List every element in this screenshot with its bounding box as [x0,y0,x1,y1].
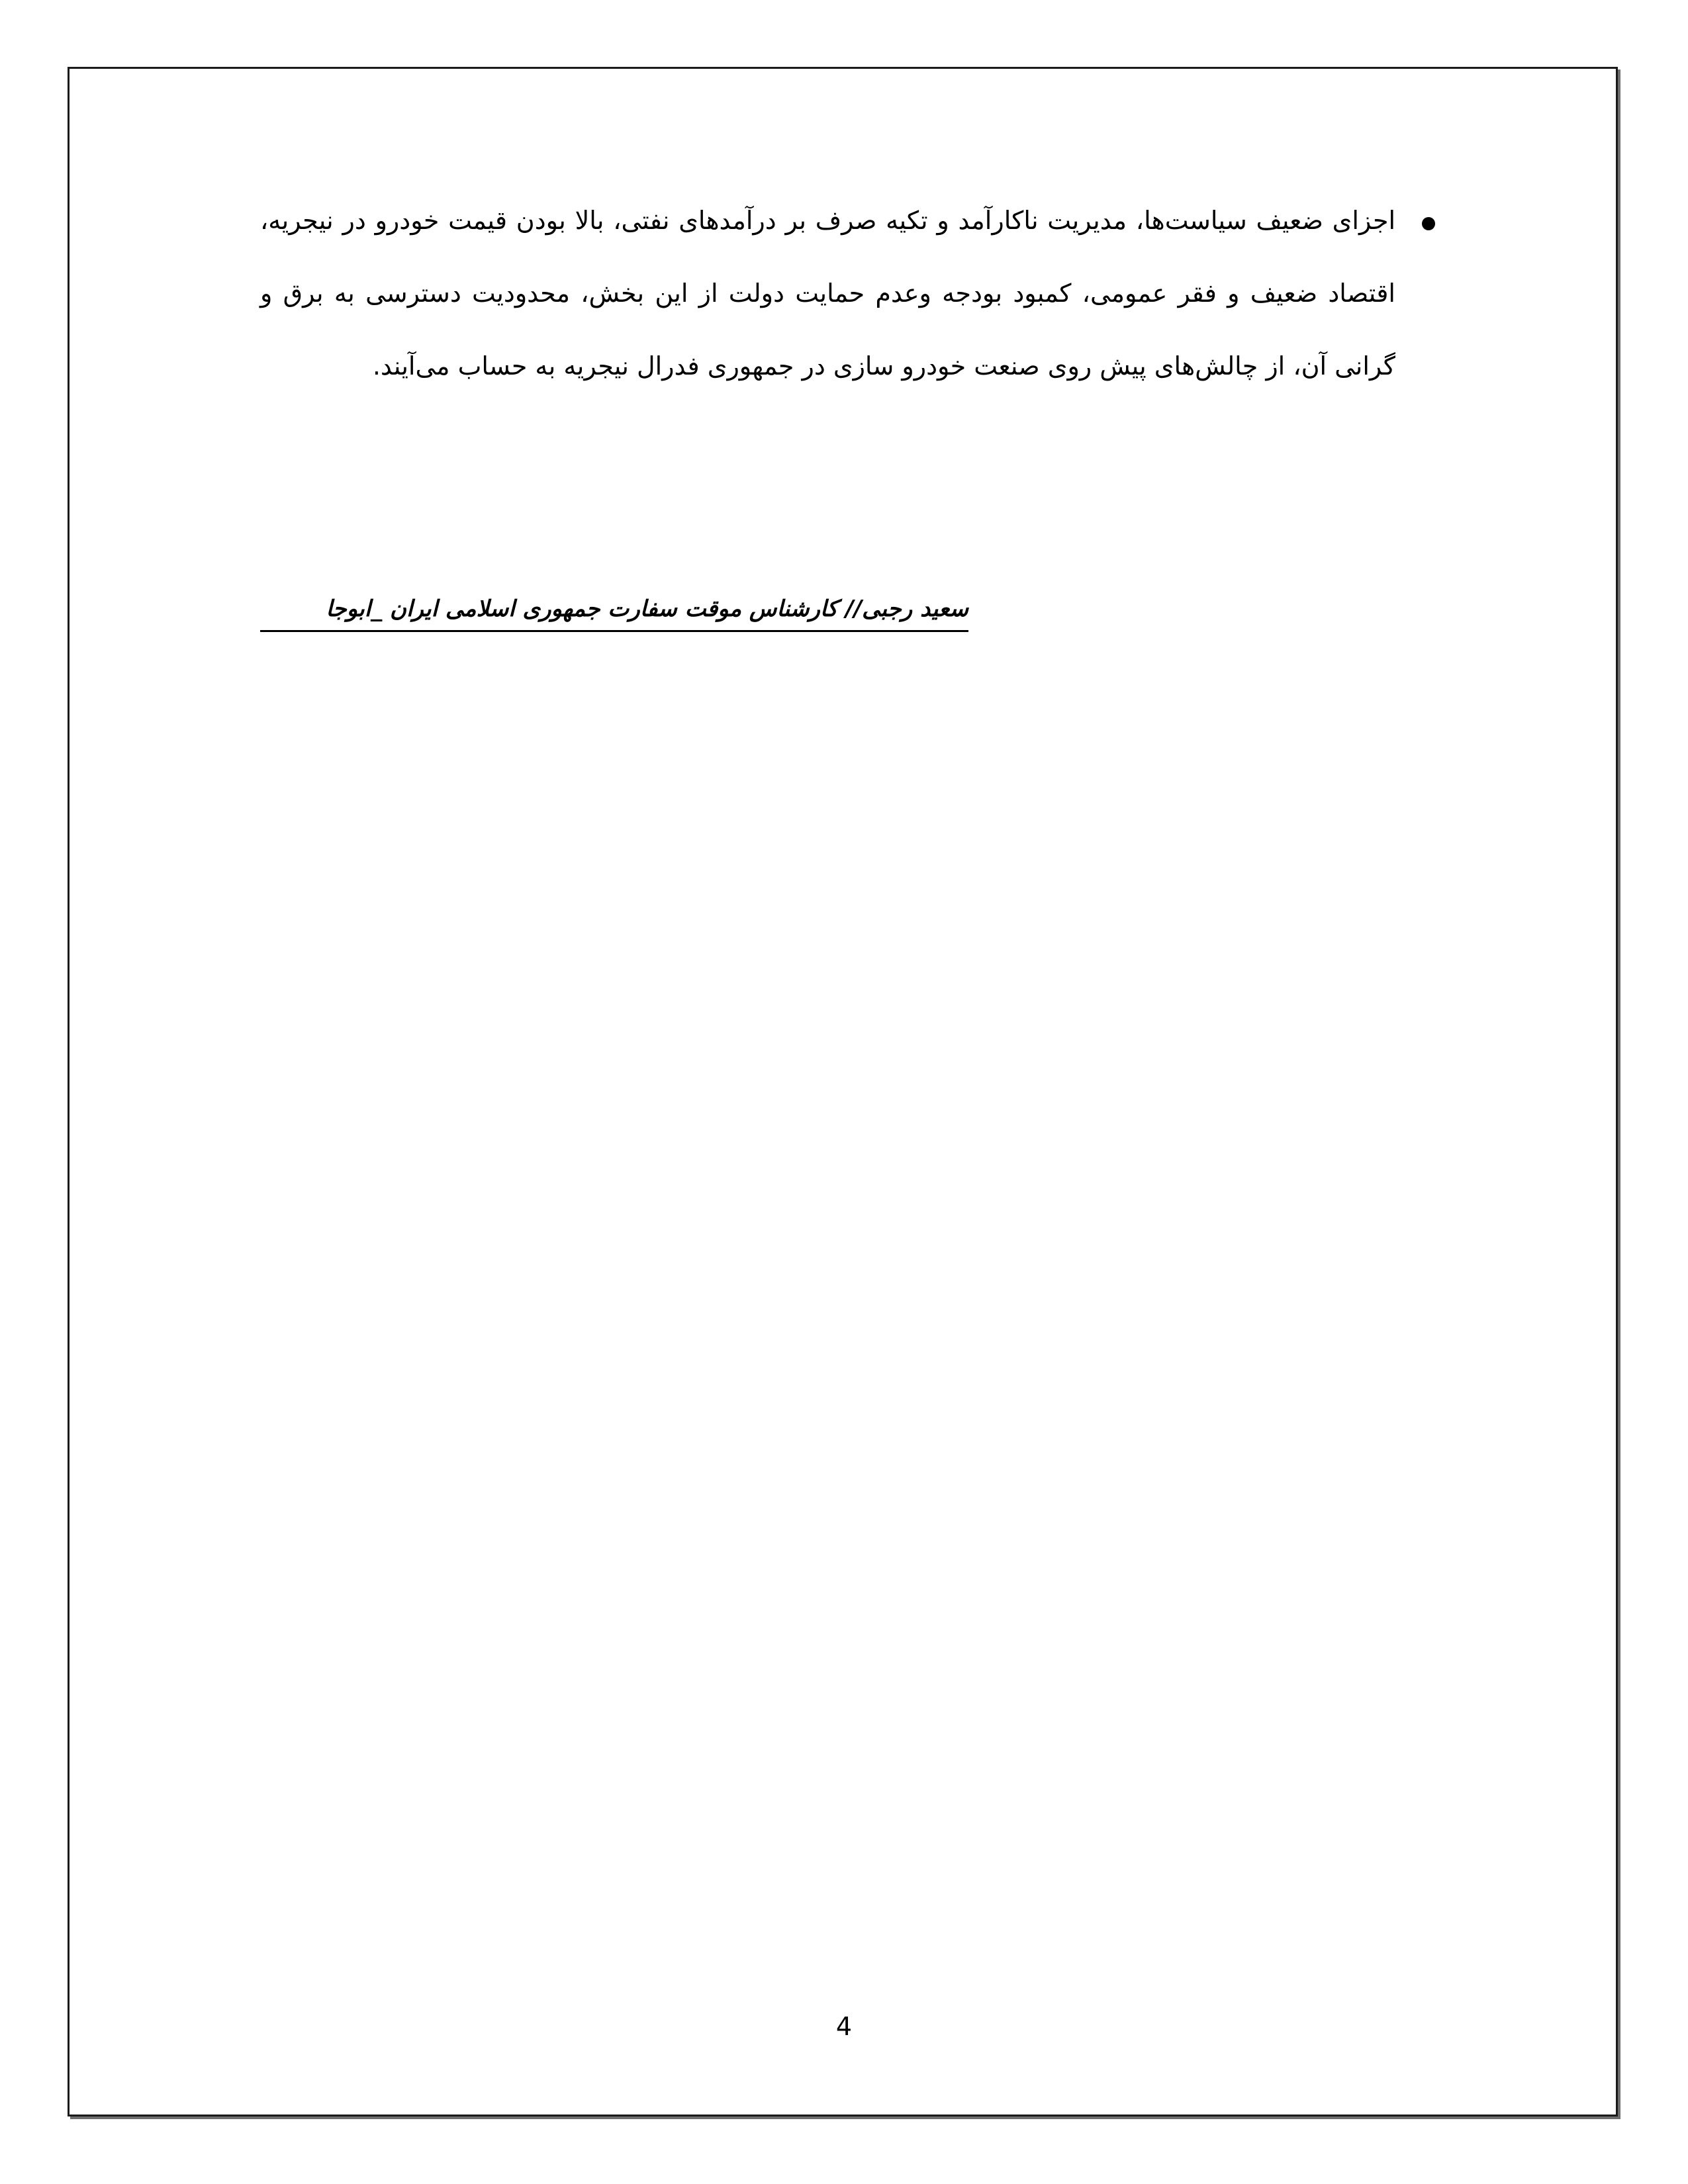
bullet-paragraph: اجزای ضعیف سیاست‌ها، مدیریت ناکارآمد و تکیه صرف بر درآمدهای نفتی، بالا بودن قیمت خودرو در نیجریه، اقتصاد ضعیف و فقر عمومی، کمبود بودجه وعدم حمایت دولت از این بخش، محدودیت دسترسی به برق و گرانی آن، از چالش‌های پیش روی صنعت خودرو سازی در جمهوری فدرال نیجریه به حساب می‌آیند. [260,206,1395,381]
bullet-icon [1422,217,1435,230]
bullet-item [260,184,1395,402]
page-number: 4 [835,2012,853,2041]
author-signature: سعید رجبی// کارشناس موقت سفارت جمهوری اسلامی ایران _ابوجا [260,589,968,632]
